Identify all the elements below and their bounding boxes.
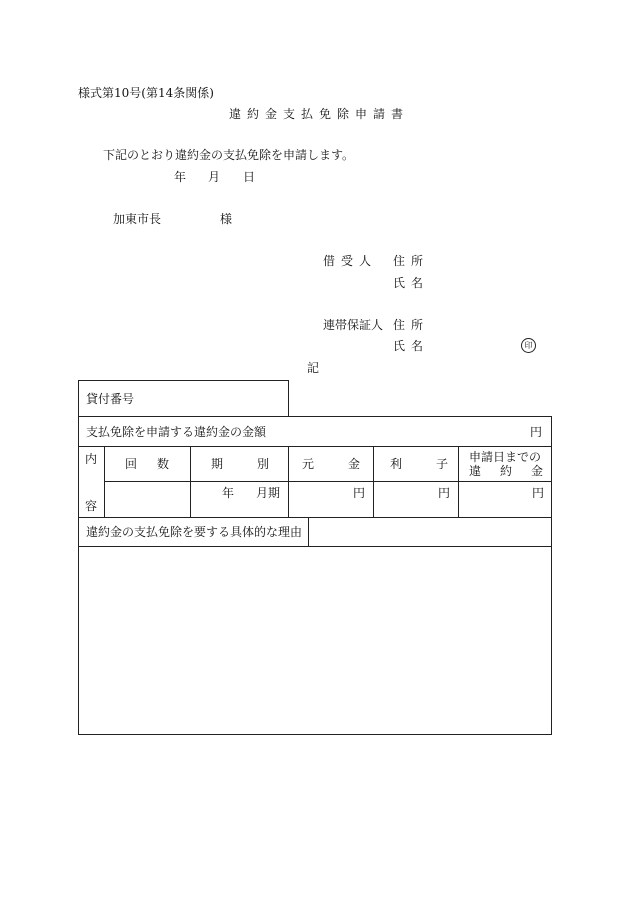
- header-penalty-line1: 申請日までの: [469, 450, 542, 464]
- border-v-reason: [308, 517, 309, 547]
- border-h7: [78, 734, 552, 735]
- row-yen-penalty: 円: [532, 486, 545, 500]
- header-count: 回数: [125, 457, 190, 471]
- side-label-bottom: 容: [85, 499, 98, 513]
- intro-text: 下記のとおり違約金の支払免除を申請します。: [103, 148, 355, 162]
- border-h5: [78, 517, 552, 518]
- guarantor-address-label: 住所: [393, 318, 430, 332]
- row-year: 年: [222, 486, 235, 500]
- seal-mark: 印: [521, 338, 536, 353]
- border-h1: [78, 380, 289, 381]
- guarantor-label: 連帯保証人: [323, 318, 384, 332]
- guarantor-name-label: 氏名: [393, 339, 430, 353]
- border-v-side: [104, 446, 105, 518]
- date-year: 年: [174, 170, 187, 184]
- addressee-honorific: 様: [220, 212, 233, 226]
- loan-number-label: 貸付番号: [86, 392, 135, 406]
- header-period: 期別: [211, 457, 304, 471]
- header-penalty-line2: 違約金: [469, 464, 563, 478]
- border-h3: [78, 446, 552, 447]
- header-principal: 元金: [302, 457, 395, 471]
- border-h6: [78, 546, 552, 547]
- reason-label: 違約金の支払免除を要する具体的な理由: [86, 525, 303, 539]
- borrower-name-label: 氏名: [393, 276, 430, 290]
- border-v-loan: [288, 380, 289, 417]
- border-v-c1: [190, 446, 191, 518]
- amount-label: 支払免除を申請する違約金の金額: [86, 425, 267, 439]
- form-number: 様式第10号(第14条関係): [78, 86, 214, 100]
- side-label-top: 内: [85, 452, 98, 466]
- addressee-name: 加東市長: [113, 212, 162, 226]
- border-v-left: [78, 380, 79, 735]
- form-title: 違約金支払免除申請書: [229, 107, 410, 121]
- ki-mark: 記: [307, 361, 320, 375]
- row-month-period: 月期: [256, 486, 281, 500]
- border-h4: [104, 481, 552, 482]
- row-yen-interest: 円: [438, 486, 451, 500]
- borrower-address-label: 住所: [393, 254, 430, 268]
- border-h2: [78, 416, 552, 417]
- borrower-label: 借受人: [323, 254, 378, 268]
- header-interest: 利子: [390, 457, 483, 471]
- date-day: 日: [243, 170, 256, 184]
- amount-yen: 円: [530, 425, 543, 439]
- row-yen-principal: 円: [353, 486, 366, 500]
- date-month: 月: [208, 170, 221, 184]
